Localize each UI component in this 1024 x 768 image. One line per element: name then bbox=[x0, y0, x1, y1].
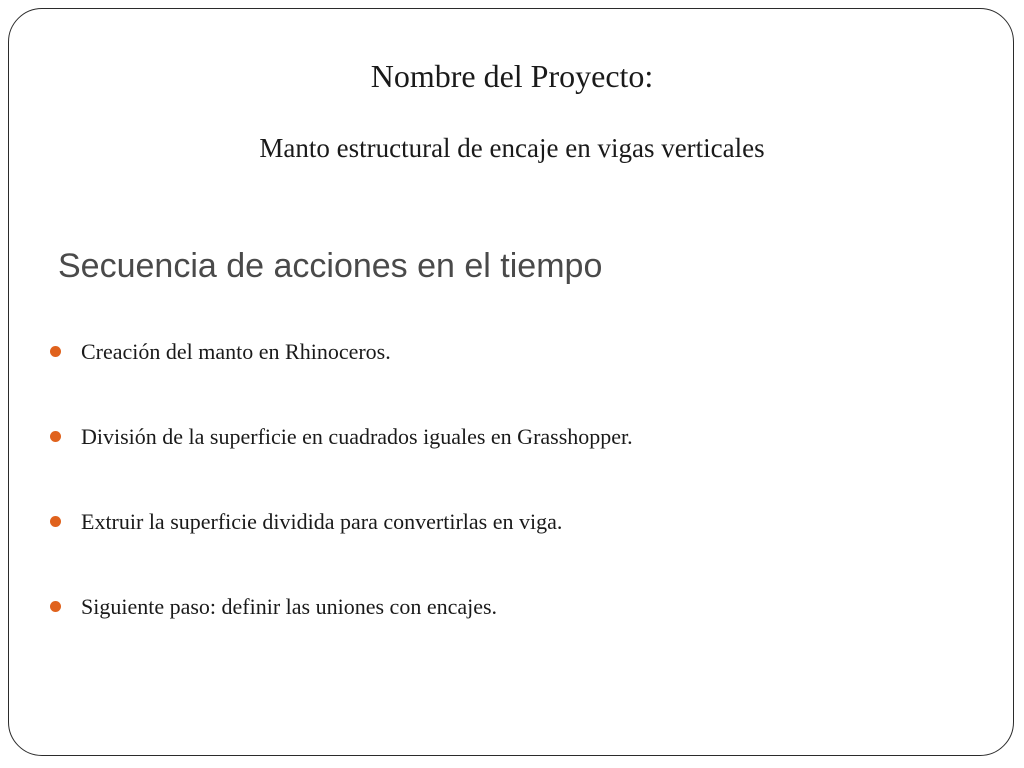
bullet-text: División de la superficie en cuadrados iguales en Grasshopper. bbox=[81, 424, 633, 449]
bullet-dot-icon bbox=[50, 516, 61, 527]
bullet-dot-icon bbox=[50, 601, 61, 612]
bullet-text: Extruir la superficie dividida para convertirlas en viga. bbox=[81, 509, 563, 534]
project-label: Nombre del Proyecto: bbox=[370, 58, 654, 94]
bullet-text: Siguiente paso: definir las uniones con encajes. bbox=[81, 594, 498, 619]
section-title: Secuencia de acciones en el tiempo bbox=[58, 247, 603, 285]
bullet-dot-icon bbox=[50, 346, 61, 357]
bullet-dot-icon bbox=[50, 431, 61, 442]
bullet-text: Creación del manto en Rhinoceros. bbox=[81, 339, 391, 364]
project-name: Manto estructural de encaje en vigas verticales bbox=[259, 133, 765, 163]
slide-frame bbox=[8, 8, 1014, 756]
